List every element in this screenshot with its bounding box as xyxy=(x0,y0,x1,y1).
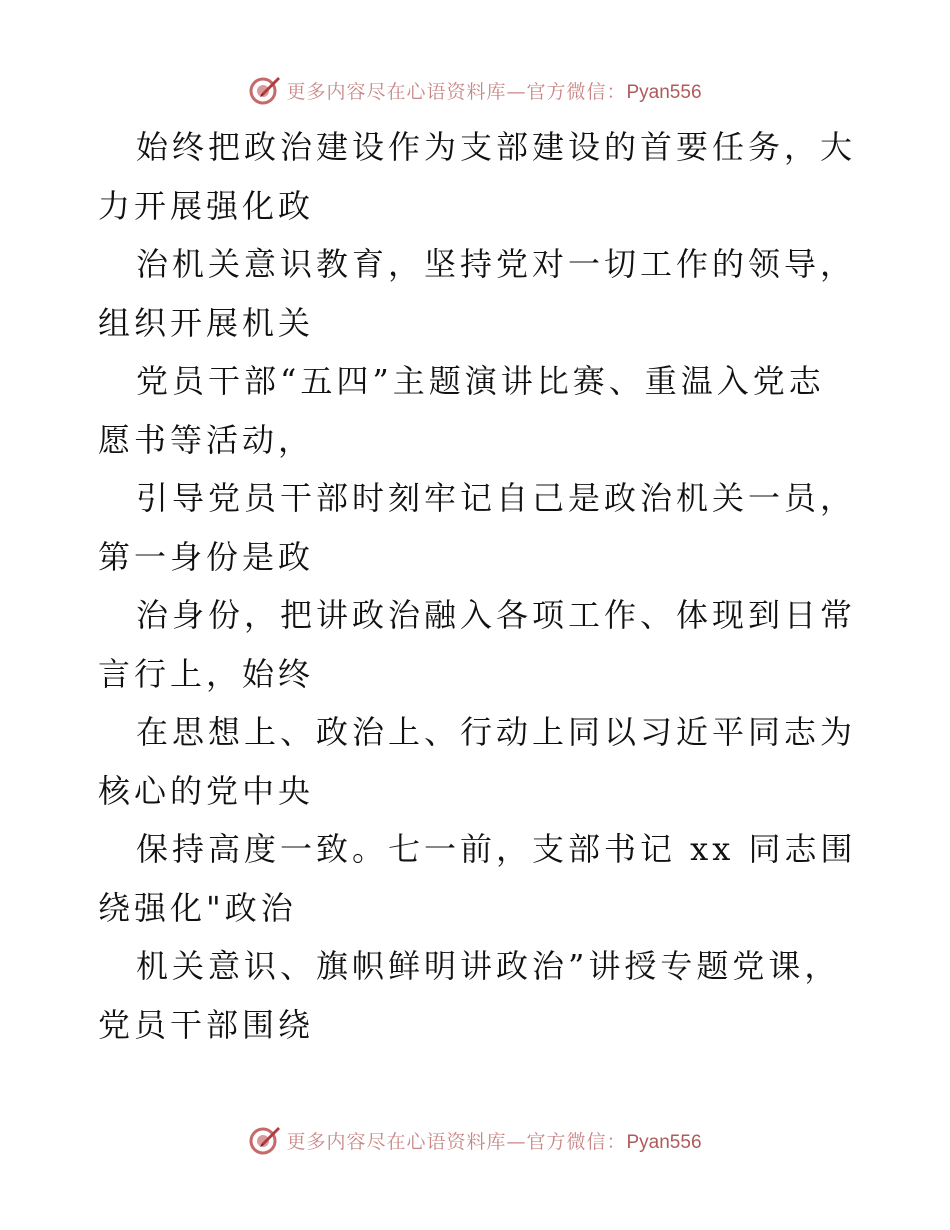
pen-logo-icon xyxy=(248,1123,282,1157)
paragraph-6: 在思想上、政治上、行动上同以习近平同志为核心的党中央 xyxy=(98,713,857,810)
paragraph-8: 机关意识、旗帜鲜明讲政治”讲授专题党课，党员干部围绕 xyxy=(98,947,841,1044)
document-body xyxy=(98,118,858,1054)
watermark-text: 更多内容尽在心语资料库—官方微信：Pyan556 xyxy=(286,80,702,103)
paragraph-5: 治身份，把讲政治融入各项工作、体现到日常言行上，始终 xyxy=(98,596,857,693)
paragraph-7: 保持高度一致。七一前，支部书记 xx 同志围绕强化"政治 xyxy=(98,830,857,927)
footer-watermark xyxy=(0,1120,950,1160)
paragraph-2: 治机关意识教育，坚持党对一切工作的领导，组织开展机关 xyxy=(98,245,857,342)
header-watermark xyxy=(0,70,950,110)
paragraph-3: 党员干部“五四”主题演讲比赛、重温入党志愿书等活动， xyxy=(98,362,825,459)
paragraph-4: 引导党员干部时刻牢记自己是政治机关一员，第一身份是政 xyxy=(98,479,857,576)
wechat-id: Pyan556 xyxy=(626,81,702,103)
watermark-text: 更多内容尽在心语资料库—官方微信：Pyan556 xyxy=(286,1130,702,1153)
pen-logo-icon xyxy=(248,73,282,107)
paragraph-1: 始终把政治建设作为支部建设的首要任务，大力开展强化政 xyxy=(98,128,857,225)
wechat-id: Pyan556 xyxy=(626,1131,702,1153)
